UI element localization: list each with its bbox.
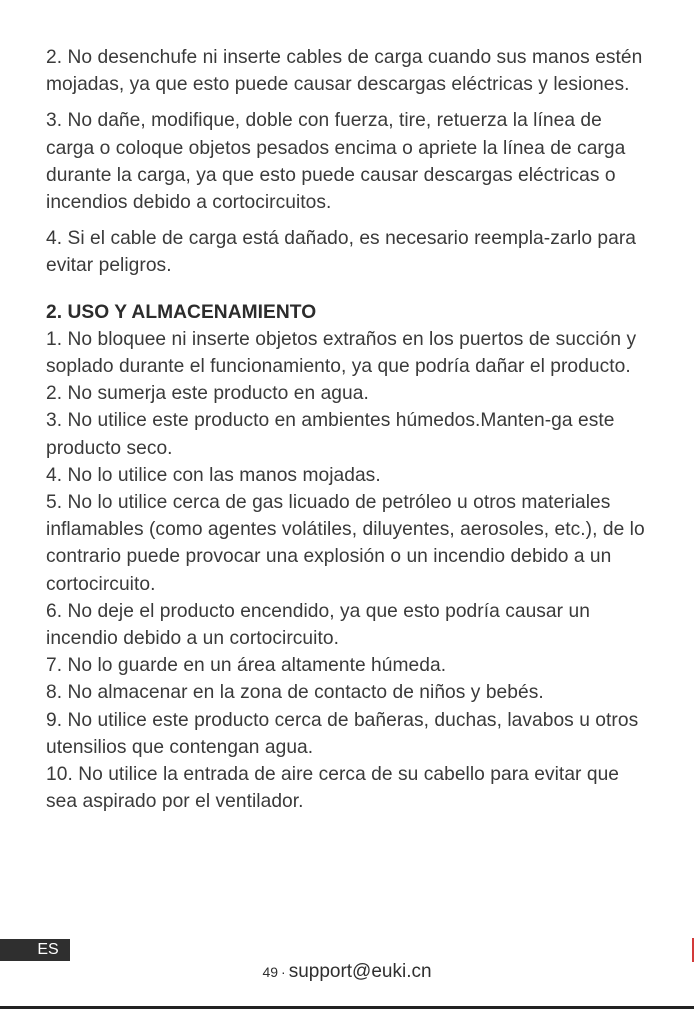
- list-item: 9. No utilice este producto cerca de bañeras, duchas, lavabos u otros utensilios que contengan agua.: [46, 709, 639, 758]
- list-item: 6. No deje el producto encendido, ya que esto podría causar un incendio debido a un cortocircuito.: [46, 600, 590, 650]
- paragraph-cable-damage: 3. No dañe, modifique, doble con fuerza, tire, retuerza la línea de carga o coloque objetos pesados encima o apriete la línea de carga durante la carga, ya que esto puede causar descargas eléctricas o incendios debido a cortocircuitos.: [46, 110, 626, 214]
- list-item: 2. No sumerja este producto en agua.: [46, 383, 369, 405]
- list-item: 8. No almacenar en la zona de contacto de niños y bebés.: [46, 682, 544, 704]
- support-email: support@euki.cn: [288, 961, 432, 982]
- section-heading: 2. USO Y ALMACENAMIENTO: [46, 301, 317, 323]
- manual-page-content: [46, 44, 646, 815]
- list-item: 7. No lo guarde en un área altamente húmeda.: [46, 655, 447, 677]
- footer-separator: ·: [281, 964, 286, 980]
- language-label: ES: [37, 941, 59, 958]
- page-footer: [0, 961, 694, 983]
- list-item: 3. No utilice este producto en ambientes húmedos.Manten-ga este producto seco.: [46, 410, 615, 459]
- list-item: 5. No lo utilice cerca de gas licuado de petróleo u otros materiales inflamables (como agentes volátiles, diluyentes, aerosoles, etc.), de lo contrario puede provocar una explosión o un incendio debido a un cortocircuito.: [46, 492, 645, 595]
- list-item: 1. No bloquee ni inserte objetos extraños en los puertos de succión y soplado durante el funcionamiento, ya que podría dañar el producto.: [46, 328, 637, 378]
- paragraph-unplug-wet-hands: 2. No desenchufe ni inserte cables de carga cuando sus manos estén mojadas, ya que esto puede causar descargas eléctricas y lesiones.: [46, 47, 643, 96]
- list-item: 4. No lo utilice con las manos mojadas.: [46, 464, 381, 486]
- list-item: 10. No utilice la entrada de aire cerca de su cabello para evitar que sea aspirado por el ventilador.: [46, 764, 620, 813]
- language-badge: [0, 939, 70, 961]
- paragraph-replace-cable: 4. Si el cable de carga está dañado, es necesario reempla-zarlo para evitar peligros.: [46, 228, 637, 277]
- page-number: 49: [262, 964, 279, 980]
